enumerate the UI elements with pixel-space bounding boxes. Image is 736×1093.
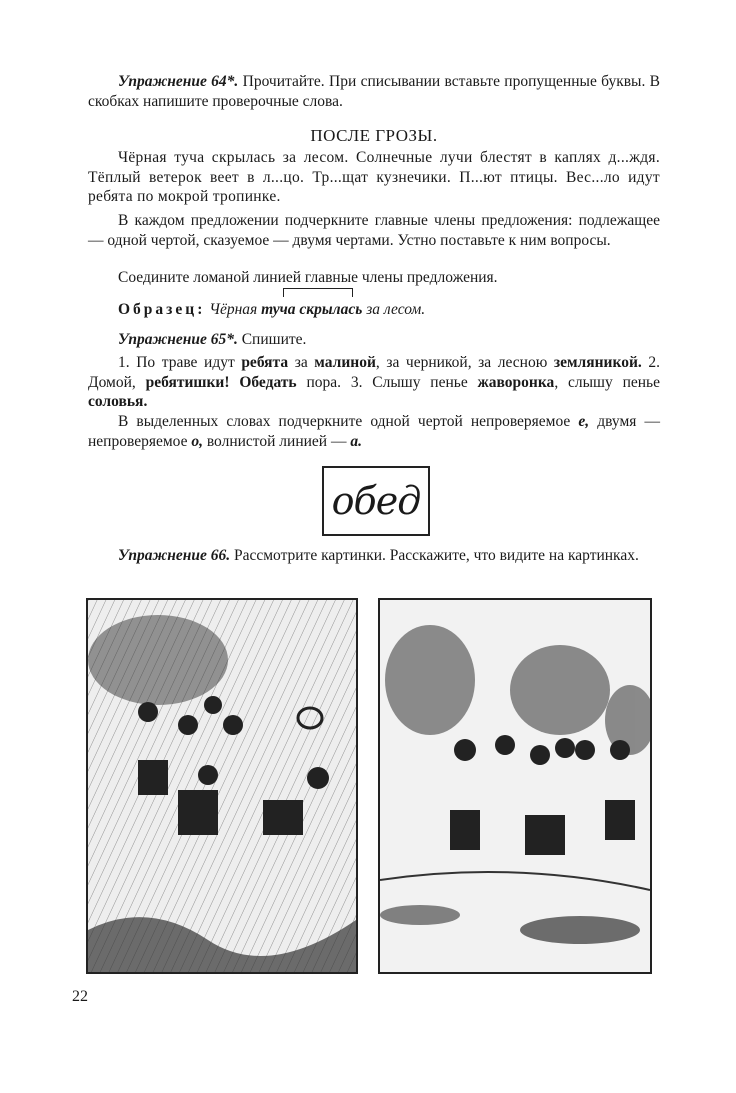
- highlighted-word: ребятишки! Обедать: [145, 373, 297, 391]
- connector-bracket: [283, 288, 353, 297]
- text-fragment: В выделенных словах подчеркните одной чертой непроверяемое: [118, 413, 579, 430]
- exercise-64: [88, 72, 660, 111]
- text-fragment: за: [288, 354, 315, 371]
- exercise-65-text: [88, 353, 660, 412]
- highlighted-word: ребята: [241, 354, 289, 371]
- exercise-64-task-underline: В каждом предложении подчеркните главные члены предложения: подлежащее — одной чертой, сказуемое — двумя чертами. Устно поставьте к ним вопросы.: [88, 212, 660, 249]
- exercise-64-title: Упражнение 64*.: [118, 73, 239, 90]
- letter-a: а.: [350, 432, 362, 450]
- page-number: 22: [72, 988, 88, 1005]
- text-fragment: 2. Домой,: [88, 354, 660, 391]
- illustration-after-storm: [378, 598, 652, 974]
- vocabulary-word: обед: [331, 479, 421, 523]
- text-fragment: пора. 3. Слышу пенье: [296, 373, 478, 391]
- letter-e: е,: [578, 413, 590, 430]
- exercise-64-task-connect: Соедините ломаной линией главные члены предложения.: [118, 269, 498, 286]
- exercise-66-instruction: Рассмотрите картинки. Расскажите, что видите на картинках.: [233, 547, 639, 564]
- story-text: Чёрная туча скрылась за лесом. Солнечные лучи блестят в каплях д...ждя. Тёплый ветерок веет в л...цо. Тр...щат кузнечики. П...ют птицы. Вес...ло идут ребята по мокрой тропинке.: [88, 149, 660, 205]
- exercise-65-task: [88, 412, 660, 451]
- sample-subject: туча: [261, 301, 296, 318]
- sample-word: за лесом.: [366, 301, 426, 318]
- text-fragment: волнистой линией —: [202, 432, 351, 450]
- walk-illustration-icon: [380, 600, 650, 972]
- text-fragment: двумя — непроверяемое: [88, 413, 660, 450]
- letter-o: о,: [191, 432, 203, 450]
- sample-predicate: скрылась: [299, 301, 363, 318]
- highlighted-word: жаворонка: [477, 373, 555, 391]
- illustration-storm: [86, 598, 358, 974]
- exercise-66-title: Упражнение 66.: [118, 547, 231, 564]
- text-fragment: , за черникой, за лесною: [375, 354, 554, 371]
- text-fragment: 1. По траве идут: [118, 354, 242, 371]
- storm-illustration-icon: [88, 600, 356, 972]
- exercise-65-instruction: Спишите.: [241, 331, 307, 348]
- text-fragment: , слышу пенье: [554, 373, 660, 391]
- exercise-64-instruction: Прочитайте. При списывании вставьте пропущенные буквы. В скобках напишите проверочные слова.: [88, 73, 661, 110]
- exercise-65-title: Упражнение 65*.: [118, 331, 238, 348]
- exercise-65: [88, 330, 306, 350]
- sample-word: Чёрная: [209, 301, 258, 318]
- highlighted-word: земляникой.: [553, 354, 642, 371]
- vocabulary-word-box: [322, 466, 430, 536]
- highlighted-word: соловья.: [88, 393, 148, 410]
- sample-sentence: [88, 300, 425, 320]
- exercise-66: [88, 546, 639, 566]
- story-title: ПОСЛЕ ГРОЗЫ.: [310, 126, 438, 145]
- highlighted-word: малиной: [314, 354, 376, 371]
- sample-label: Образец:: [118, 301, 206, 318]
